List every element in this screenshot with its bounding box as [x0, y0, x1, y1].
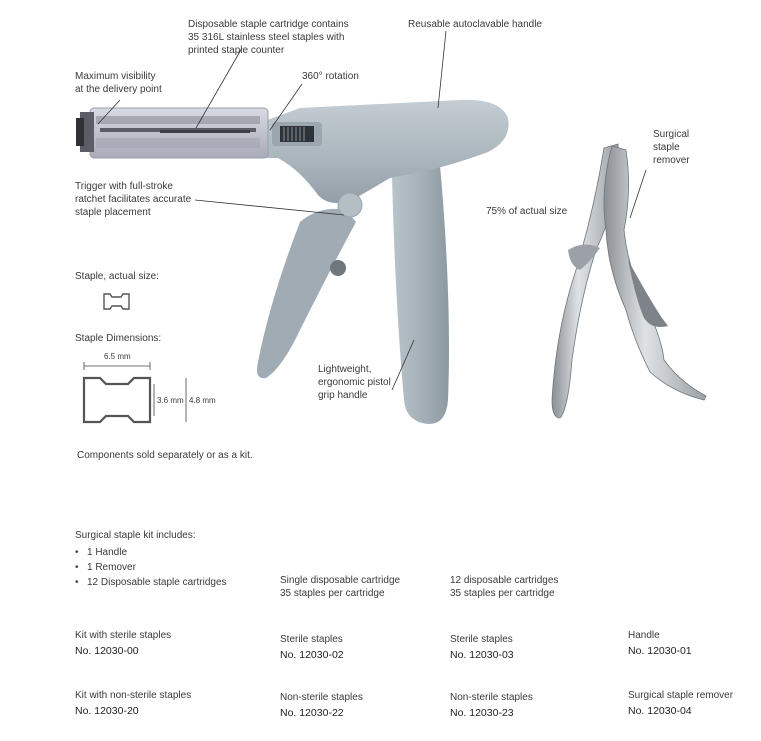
staple-remover [552, 144, 706, 418]
kit-items-list [75, 545, 227, 590]
scale-note: 75% of actual size [486, 206, 568, 217]
grip-callout-line: grip handle [318, 390, 368, 401]
product-number: No. 12030-02 [280, 649, 344, 661]
product-label: Surgical staple remover [628, 690, 734, 701]
kit-title: Surgical staple kit includes: [75, 530, 196, 541]
product-number: No. 12030-23 [450, 707, 514, 719]
remover-callout-line: staple [653, 142, 680, 153]
cartridge-callout-line: Disposable staple cartridge contains [188, 19, 349, 30]
visibility-callout [75, 70, 162, 96]
product-number: No. 12030-03 [450, 649, 514, 661]
product-entry [280, 691, 363, 720]
product-label: Kit with non-sterile staples [75, 690, 192, 701]
product-label: Sterile staples [280, 634, 343, 645]
product-number: No. 12030-00 [75, 645, 139, 657]
staple-width-label: 6.5 mm [104, 352, 131, 361]
product-label: Non-sterile staples [450, 692, 533, 703]
kit-item: • 1 Handle [75, 545, 227, 560]
remover-callout-line: remover [653, 155, 690, 166]
staple-actual-size-drawing [104, 294, 129, 309]
staple-cartridge [76, 108, 268, 158]
trigger-callout-line: staple placement [75, 207, 151, 218]
column-header-twelve-cartridges [450, 574, 558, 600]
product-entry [628, 629, 692, 658]
product-label: Handle [628, 630, 660, 641]
product-label: Sterile staples [450, 634, 513, 645]
visibility-callout-line: Maximum visibility [75, 71, 156, 82]
staple-actual-size-label: Staple, actual size: [75, 271, 159, 282]
handle-callout: Reusable autoclavable handle [408, 19, 542, 30]
trigger-callout-line: ratchet facilitates accurate [75, 194, 192, 205]
staple-inner-height-label: 3.6 mm [157, 396, 184, 405]
cartridge-callout-line: 35 316L stainless steel staples with [188, 32, 345, 43]
grip-callout-line: Lightweight, [318, 364, 372, 375]
staple-dimension-drawing [84, 362, 186, 422]
product-number: No. 12030-22 [280, 707, 344, 719]
column-header-single-cartridge [280, 574, 400, 600]
cartridge-callout [188, 18, 349, 57]
trigger-callout [75, 180, 191, 219]
grip-callout [318, 363, 391, 402]
staple-dimensions-label: Staple Dimensions: [75, 333, 162, 344]
rotation-callout: 360° rotation [302, 71, 359, 82]
staple-outer-height-label: 4.8 mm [189, 396, 216, 405]
product-entry [628, 689, 733, 718]
kit-item: • 1 Remover [75, 560, 227, 575]
product-number: No. 12030-04 [628, 705, 692, 717]
grip-callout-line: ergonomic pistol [318, 377, 391, 388]
product-number: No. 12030-20 [75, 705, 139, 717]
kit-item: • 12 Disposable staple cartridges [75, 575, 227, 590]
product-entry [280, 633, 344, 662]
product-label: Kit with sterile staples [75, 630, 172, 641]
column-header-line: 35 staples per cartridge [450, 588, 555, 599]
components-note: Components sold separately or as a kit. [77, 450, 253, 461]
visibility-callout-line: at the delivery point [75, 84, 162, 95]
product-entry [450, 633, 514, 662]
product-entry [75, 629, 171, 658]
product-label: Non-sterile staples [280, 692, 363, 703]
cartridge-callout-line: printed staple counter [188, 45, 285, 56]
column-header-line: 12 disposable cartridges [450, 575, 559, 586]
column-header-line: 35 staples per cartridge [280, 588, 385, 599]
product-number: No. 12030-01 [628, 645, 692, 657]
product-entry [450, 691, 533, 720]
column-header-line: Single disposable cartridge [280, 575, 401, 586]
trigger-callout-line: Trigger with full-stroke [75, 181, 173, 192]
product-entry [75, 689, 191, 718]
remover-callout-line: Surgical [653, 129, 690, 140]
remover-callout [653, 128, 690, 167]
